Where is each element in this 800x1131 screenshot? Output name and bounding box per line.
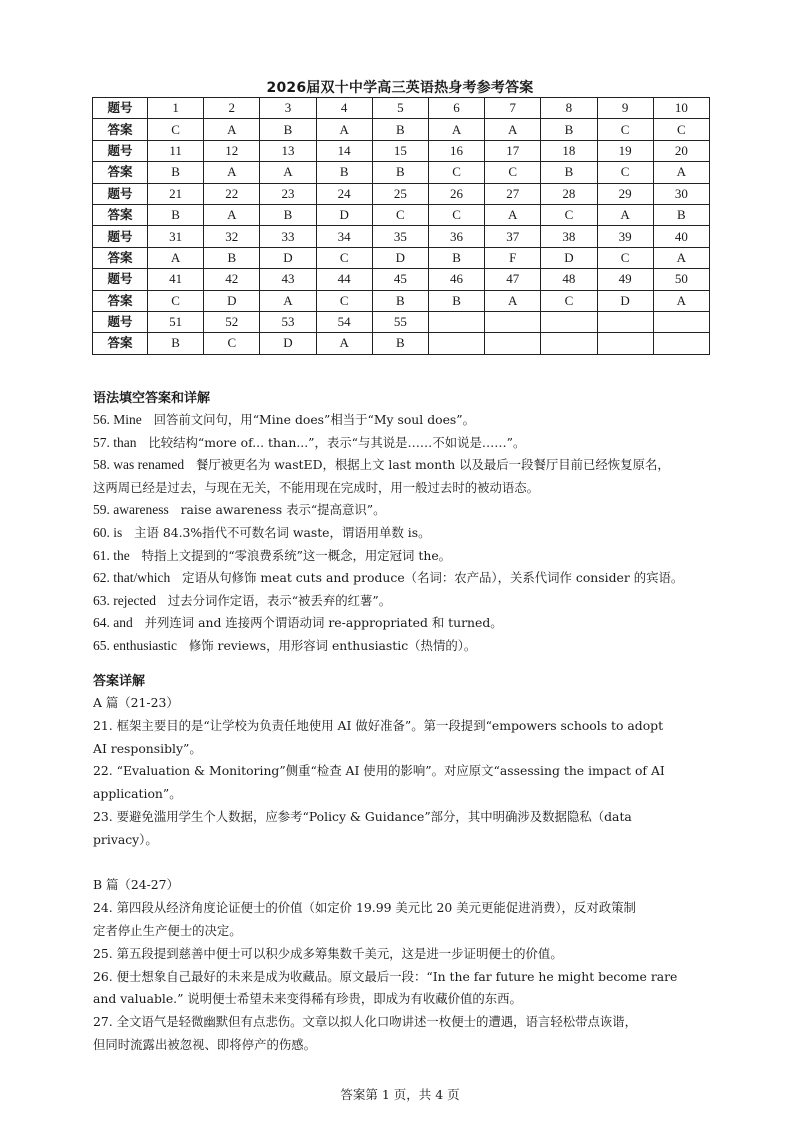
answer-cell: B — [428, 247, 484, 268]
grammar-answer-explanation: 定语从句修饰 meat cuts and produce（名词：农产品），关系代词作 consider 的宾语。 — [182, 570, 684, 586]
answer-table-row — [93, 204, 710, 225]
answer-cell: 12 — [204, 140, 260, 161]
answer-table-row — [93, 183, 710, 204]
row-label: 题号 — [93, 311, 148, 332]
answer-table-row — [93, 333, 710, 354]
answer-cell: 23 — [260, 183, 316, 204]
answer-cell: C — [597, 247, 653, 268]
answer-cell: B — [148, 333, 204, 354]
grammar-answer-line — [93, 500, 733, 518]
grammar-answer-key: 57. than — [93, 434, 137, 450]
answer-cell — [653, 333, 709, 354]
grammar-answer-key: 65. enthusiastic — [93, 638, 177, 653]
answer-cell: D — [372, 247, 428, 268]
answer-cell: C — [316, 247, 372, 268]
answer-cell: A — [653, 247, 709, 268]
answer-cell: 47 — [485, 269, 541, 290]
answer-cell: A — [653, 162, 709, 183]
row-label: 答案 — [93, 290, 148, 311]
answer-cell: 43 — [260, 269, 316, 290]
detail-line: application”。 — [93, 786, 182, 802]
answer-cell: 37 — [485, 226, 541, 247]
answer-cell: A — [204, 119, 260, 140]
answer-cell: 53 — [260, 311, 316, 332]
answer-cell: 5 — [372, 98, 428, 119]
detail-line: 25. 第五段提到慈善中便士可以积少成多筹集数千美元，这是进一步证明便士的价值。 — [93, 945, 563, 961]
answer-cell: D — [204, 290, 260, 311]
answer-cell: B — [260, 204, 316, 225]
answer-cell: A — [597, 204, 653, 225]
grammar-answer-line — [93, 433, 733, 451]
answer-cell: C — [597, 119, 653, 140]
row-label: 答案 — [93, 247, 148, 268]
grammar-answer-line — [93, 613, 733, 631]
grammar-answer-explanation: 特指上文提到的“零浪费系统”这一概念，用定冠词 the。 — [141, 547, 452, 563]
answer-cell: A — [653, 290, 709, 311]
answer-cell: 28 — [541, 183, 597, 204]
answer-cell: D — [541, 247, 597, 268]
grammar-answer-line — [93, 636, 733, 654]
detail-line: 22. “Evaluation & Monitoring”侧重“检查 AI 使用的影响”。对应原文“assessing the impact of AI — [93, 763, 665, 779]
answer-cell: C — [541, 290, 597, 311]
answer-cell: 40 — [653, 226, 709, 247]
answer-cell: 18 — [541, 140, 597, 161]
answer-cell: A — [148, 247, 204, 268]
answer-cell: C — [541, 204, 597, 225]
detail-line: 23. 要避免滥用学生个人数据，应参考“Policy & Guidance”部分，其中明确涉及数据隐私（data — [93, 809, 632, 824]
answer-cell: 3 — [260, 98, 316, 119]
answer-cell: 21 — [148, 183, 204, 204]
grammar-answer-explanation: 并列连词 and 连接两个谓语动词 re-appropriated 和 turned。 — [144, 615, 503, 631]
answer-table-row — [93, 311, 710, 332]
answer-cell: 38 — [541, 226, 597, 247]
answer-cell: C — [372, 204, 428, 225]
grammar-answer-key: 61. the — [93, 547, 130, 563]
grammar-answer-explanation: 过去分词作定语，表示“被丢弃的红薯”。 — [167, 592, 392, 608]
answer-cell — [597, 333, 653, 354]
answer-cell: 34 — [316, 226, 372, 247]
grammar-section-heading: 语法填空答案和详解 — [93, 391, 211, 406]
answer-cell: C — [148, 119, 204, 140]
answer-cell: A — [260, 290, 316, 311]
answer-cell: C — [316, 290, 372, 311]
row-label: 题号 — [93, 98, 148, 119]
answer-cell: 50 — [653, 269, 709, 290]
grammar-answer-explanation: 主语 84.3%指代不可数名词 waste，谓语用单数 is。 — [134, 525, 431, 540]
answer-cell: B — [372, 333, 428, 354]
answer-cell: C — [148, 290, 204, 311]
grammar-answer-explanation: 这两周已经是过去，与现在无关，不能用现在完成时，用一般过去时的被动语态。 — [93, 479, 540, 495]
answer-cell: 15 — [372, 140, 428, 161]
answer-cell: 45 — [372, 269, 428, 290]
answer-cell: 25 — [372, 183, 428, 204]
answer-cell: A — [204, 162, 260, 183]
detail-line: A 篇（21-23） — [93, 695, 179, 710]
answer-table-row — [93, 140, 710, 161]
answer-cell: 54 — [316, 311, 372, 332]
grammar-answer-line — [93, 568, 733, 586]
answer-cell: 30 — [653, 183, 709, 204]
row-label: 题号 — [93, 226, 148, 247]
grammar-answer-line — [93, 478, 733, 496]
answer-cell: 46 — [428, 269, 484, 290]
answer-cell: 22 — [204, 183, 260, 204]
answer-cell: A — [260, 162, 316, 183]
detail-line: 24. 第四段从经济角度论证便士的价值（如定价 19.99 美元比 20 美元更能促进消费），反对政策制 — [93, 900, 636, 916]
answer-cell: 41 — [148, 269, 204, 290]
answer-cell: 51 — [148, 311, 204, 332]
detail-line: 但同时流露出被忽视、即将停产的伤感。 — [93, 1037, 317, 1052]
answer-cell: 11 — [148, 140, 204, 161]
answer-cell: B — [428, 290, 484, 311]
answer-cell: A — [204, 204, 260, 225]
answer-cell: 26 — [428, 183, 484, 204]
answer-cell: 20 — [653, 140, 709, 161]
grammar-answer-explanation: 修饰 reviews，用形容词 enthusiastic（热情的）。 — [188, 638, 477, 653]
answer-cell: 19 — [597, 140, 653, 161]
answer-cell: 35 — [372, 226, 428, 247]
answer-table-row — [93, 162, 710, 183]
grammar-answer-key: 60. is — [93, 525, 123, 540]
answer-table-row — [93, 226, 710, 247]
answer-cell: C — [597, 162, 653, 183]
grammar-answer-explanation: 比较结构“more of... than...”，表示“与其说是……不如说是……”。 — [148, 434, 526, 450]
grammar-answer-key: 64. and — [93, 615, 133, 631]
detail-line: 26. 便士想象自己最好的未来是成为收藏品。原文最后一段：“In the far future he might become rare — [93, 968, 678, 984]
answer-table-row — [93, 290, 710, 311]
answer-cell: 33 — [260, 226, 316, 247]
grammar-answer-line — [93, 410, 733, 428]
row-label: 答案 — [93, 333, 148, 354]
answer-cell — [597, 311, 653, 332]
answer-cell: D — [597, 290, 653, 311]
detail-line: B 篇（24-27） — [93, 877, 179, 893]
answer-table-row — [93, 98, 710, 119]
answer-cell: B — [372, 290, 428, 311]
answer-cell: B — [372, 119, 428, 140]
answer-cell: C — [485, 162, 541, 183]
answer-cell: B — [204, 247, 260, 268]
answer-cell: 39 — [597, 226, 653, 247]
document-title: 2026届双十中学高三英语热身考参考答案 — [266, 80, 534, 96]
answer-cell: 52 — [204, 311, 260, 332]
answer-cell: 36 — [428, 226, 484, 247]
grammar-answer-key: 63. rejected — [93, 592, 156, 608]
answer-cell: B — [372, 162, 428, 183]
answer-cell: 10 — [653, 98, 709, 119]
answer-cell: B — [148, 204, 204, 225]
answer-table — [92, 97, 710, 355]
answer-cell: B — [148, 162, 204, 183]
grammar-answer-key: 59. awareness — [93, 502, 169, 518]
answer-cell: A — [485, 204, 541, 225]
answer-cell: 24 — [316, 183, 372, 204]
answer-table-row — [93, 269, 710, 290]
answer-cell: C — [428, 204, 484, 225]
answer-cell: D — [260, 247, 316, 268]
answer-cell: 13 — [260, 140, 316, 161]
answer-cell: 6 — [428, 98, 484, 119]
detail-line: privacy）。 — [93, 831, 158, 847]
answer-cell: 48 — [541, 269, 597, 290]
answer-cell: C — [204, 333, 260, 354]
answer-cell: D — [260, 333, 316, 354]
answer-cell: 14 — [316, 140, 372, 161]
answer-cell: 1 — [148, 98, 204, 119]
row-label: 题号 — [93, 269, 148, 290]
answer-cell — [541, 333, 597, 354]
row-label: 答案 — [93, 162, 148, 183]
answer-cell: A — [485, 119, 541, 140]
answer-cell: 9 — [597, 98, 653, 119]
answer-cell: D — [316, 204, 372, 225]
row-label: 答案 — [93, 204, 148, 225]
answer-cell — [485, 333, 541, 354]
row-label: 答案 — [93, 119, 148, 140]
answer-cell: 32 — [204, 226, 260, 247]
grammar-answer-line — [93, 591, 733, 609]
row-label: 题号 — [93, 183, 148, 204]
answer-cell: 55 — [372, 311, 428, 332]
grammar-answer-line — [93, 546, 733, 564]
answer-cell: B — [541, 162, 597, 183]
answer-cell: B — [653, 204, 709, 225]
answer-cell: B — [541, 119, 597, 140]
answer-cell: 16 — [428, 140, 484, 161]
grammar-answer-explanation: 餐厅被更名为 wastED，根据上文 last month 以及最后一段餐厅目前已经恢复原名， — [195, 457, 670, 473]
answer-cell: 4 — [316, 98, 372, 119]
answer-cell: A — [316, 119, 372, 140]
grammar-answer-explanation: raise awareness 表示“提高意识”。 — [180, 502, 386, 518]
answer-cell: 2 — [204, 98, 260, 119]
detail-line: and valuable.” 说明便士希望未来变得稀有珍贵，即成为有收藏价值的东西。 — [93, 991, 522, 1007]
answer-cell: B — [260, 119, 316, 140]
answer-cell: B — [316, 162, 372, 183]
answer-cell: 8 — [541, 98, 597, 119]
grammar-answer-line — [93, 523, 733, 541]
answer-cell: 27 — [485, 183, 541, 204]
answer-cell: A — [316, 333, 372, 354]
answer-table-row — [93, 247, 710, 268]
answer-cell — [428, 333, 484, 354]
answer-cell — [485, 311, 541, 332]
details-section-heading: 答案详解 — [93, 674, 146, 689]
detail-line: 定者停止生产便士的决定。 — [93, 923, 242, 938]
detail-line: AI responsibly”。 — [93, 740, 202, 756]
page-footer: 答案第 1 页，共 4 页 — [340, 1087, 460, 1102]
detail-line: 21. 框架主要目的是“让学校为负责任地使用 AI 做好准备”。第一段提到“empowers schools to adopt — [93, 717, 664, 733]
answer-cell: 7 — [485, 98, 541, 119]
grammar-answer-line — [93, 455, 733, 473]
answer-cell: 17 — [485, 140, 541, 161]
answer-cell: 44 — [316, 269, 372, 290]
answer-cell — [428, 311, 484, 332]
answer-cell: C — [653, 119, 709, 140]
answer-cell: C — [428, 162, 484, 183]
answer-cell: A — [428, 119, 484, 140]
detail-line: 27. 全文语气是轻微幽默但有点悲伤。文章以拟人化口吻讲述一枚便士的遭遇，语言轻松带点诙谐， — [93, 1014, 638, 1030]
answer-cell: 29 — [597, 183, 653, 204]
grammar-answer-key: 62. that/which — [93, 570, 171, 586]
answer-table-row — [93, 119, 710, 140]
answer-cell: 42 — [204, 269, 260, 290]
answer-cell: F — [485, 247, 541, 268]
answer-cell: 31 — [148, 226, 204, 247]
grammar-answer-key: 58. was renamed — [93, 457, 185, 473]
answer-cell — [653, 311, 709, 332]
answer-cell — [541, 311, 597, 332]
grammar-answer-key: 56. Mine — [93, 412, 142, 427]
answer-cell: A — [485, 290, 541, 311]
answer-cell: 49 — [597, 269, 653, 290]
grammar-answer-explanation: 回答前文问句，用“Mine does”相当于“My soul does”。 — [153, 412, 475, 427]
row-label: 题号 — [93, 140, 148, 161]
